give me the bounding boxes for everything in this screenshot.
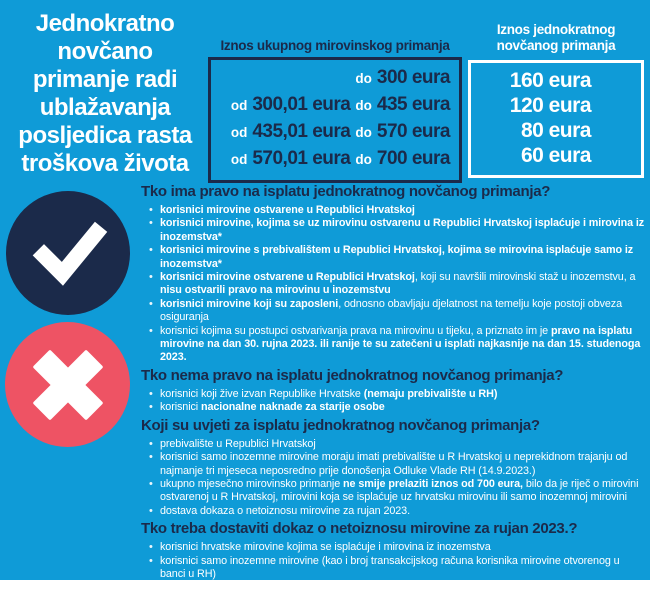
range-prefix: od: [230, 152, 248, 167]
section-heading: Tko nema pravo na isplatu jednokratnog novčanog primanja?: [141, 366, 564, 384]
bullet-item: [141, 505, 646, 518]
header-line: novčanog primanja: [496, 38, 616, 53]
text-segment: ne smije prelaziti iznos od 700 eura,: [343, 477, 523, 490]
range-to: 700 eura: [376, 148, 450, 169]
range-from: 300,01 eura: [252, 94, 351, 115]
bullet-list: [141, 438, 646, 518]
check-icon: [28, 217, 108, 289]
payment-amounts-header: [468, 22, 644, 54]
eligible-badge: [6, 191, 130, 315]
qa-sections: [141, 181, 646, 595]
bullet-item: [141, 325, 646, 365]
title-line: troškova života: [21, 150, 189, 177]
text-segment: korisnici: [160, 401, 201, 414]
bullet-item: [141, 451, 646, 478]
section-who-is-eligible: [141, 184, 646, 365]
text-segment: prebivalište u Republici Hrvatskoj: [160, 437, 316, 450]
range-to: 435 eura: [376, 94, 450, 115]
text-segment: korisnici kojima su postupci ostvarivanja prava na mirovinu u tijeku, a priznato im je: [160, 324, 551, 337]
payment-amount: 120 eura: [509, 94, 591, 117]
pension-ranges-header: Iznos ukupnog mirovinskog primanja: [220, 38, 450, 53]
title-line: Jednokratno: [35, 10, 175, 37]
bullet-list: [141, 204, 646, 365]
text-segment: korisnici samo inozemne mirovine (kao i broj transakcijskog računa korisnika mirovine otvorenog u banci u RH): [160, 554, 620, 580]
text-segment: , koji su navršili mirovinski staž u inozemstvu, a: [414, 271, 636, 284]
text-segment: dostava dokaza o netoiznosu mirovine za rujan 2023.: [160, 504, 410, 517]
range-mid: do: [355, 152, 372, 167]
range-from: 435,01 eura: [252, 121, 351, 142]
text-segment: korisnici mirovine koji su zaposleni: [160, 297, 339, 310]
pension-range-row: [220, 146, 450, 173]
bullet-item: [141, 204, 646, 217]
bullet-item: [141, 438, 646, 451]
pension-range-row: [220, 65, 450, 92]
title-line: ublažavanja: [39, 94, 171, 121]
range-mid: do: [355, 98, 372, 113]
payment-amount: 80 eura: [520, 119, 591, 142]
text-segment: bilo da je riječ o mirovini ostvarenoj u R Hrvatskoj, mirovini koja se isplaćuje uz hrvatsku mirovinu ili samo inozemnoj mirovini: [160, 477, 639, 504]
title-line: posljedica rasta: [18, 122, 192, 149]
bullet-item: [141, 478, 646, 505]
range-mid: do: [355, 71, 372, 86]
title-line: novčano: [57, 38, 153, 65]
bullet-item: [141, 271, 646, 298]
section-proof-required: [141, 521, 646, 595]
bullet-item: [141, 541, 646, 554]
not-eligible-badge: [5, 322, 130, 447]
payment-amount: 160 eura: [509, 69, 591, 92]
range-to: 570 eura: [376, 121, 450, 142]
text-segment: korisnici hrvatske mirovine kojima se isplaćuje i mirovina iz inozemstva: [160, 541, 491, 554]
text-segment: korisnici mirovine ostvarene u Republici Hrvatskoj: [160, 271, 415, 284]
text-segment: , odnosno obavljaju djelatnost na temelju koje postoji obveza osiguranja: [160, 297, 623, 324]
cross-icon: [24, 341, 112, 429]
bullet-item: [141, 298, 646, 325]
pension-ranges-box: [208, 57, 462, 183]
bullet-list: [141, 388, 646, 415]
section-who-is-not-eligible: [141, 368, 646, 415]
text-segment: korisnici samo inozemne mirovine moraju imati prebivalište u R Hrvatskoj u neprekidnom trajanju od najmanje tri mjeseca neposredno prije donošenja Odluke Vlade RH (14.9.2023.): [160, 451, 628, 477]
payment-amounts-column: [468, 22, 644, 178]
text-segment: korisnici mirovine s prebivalištem u Republici Hrvatskoj, kojima se mirovina isplaćuje samo iz inozemstva*: [160, 244, 634, 270]
text-segment: korisnici mirovine ostvarene u Republici Hrvatskoj: [160, 204, 415, 216]
text-segment: nisu ostvarili pravo na mirovinu u inozemstvu: [160, 284, 391, 297]
payment-amount: 60 eura: [520, 144, 591, 167]
range-from: 570,01 eura: [252, 148, 351, 169]
bullet-item: [141, 401, 646, 414]
pension-range-row: [220, 92, 450, 119]
range-prefix: od: [230, 98, 248, 113]
section-conditions: [141, 418, 646, 518]
bullet-item: [141, 244, 646, 271]
section-heading: Tko ima pravo na isplatu jednokratnog novčanog primanja?: [141, 183, 551, 200]
bullet-item: [141, 555, 646, 582]
bullet-item: [141, 217, 646, 244]
title-line: primanje radi: [32, 66, 178, 93]
bullet-item: [141, 388, 646, 401]
section-heading: Tko treba dostaviti dokaz o netoiznosu mirovine za rujan 2023.?: [141, 520, 578, 538]
text-segment: pravo na isplatu mirovine na dan 30. rujna 2023. ili ranije te su zatečeni u isplati najkasnije na dan 15. studenoga 2023.: [160, 324, 641, 364]
text-segment: korisnici koji žive izvan Republike Hrvatske: [160, 387, 364, 400]
payment-amounts-box: [468, 60, 644, 178]
section-heading: Koji su uvjeti za isplatu jednokratnog novčanog primanja?: [141, 416, 540, 434]
text-segment: ukupno mjesečno mirovinsko primanje: [160, 477, 344, 490]
header-line: Iznos jednokratnog: [496, 22, 616, 37]
text-segment: korisnici hrvatske mirovine koji su navršili mirovinski staž u inozemstvu, a nisu ostvarili pravo na: [160, 581, 607, 594]
text-segment: nacionalne naknade za starije osobe: [201, 401, 385, 414]
bullet-item: [141, 581, 646, 594]
pension-ranges-column: [208, 38, 462, 183]
range-mid: do: [355, 125, 372, 140]
pension-range-row: [220, 119, 450, 146]
bullet-list: [141, 541, 646, 595]
range-prefix: od: [230, 125, 248, 140]
range-to: 300 eura: [376, 67, 450, 88]
text-segment: (nemaju prebivalište u RH): [363, 387, 498, 400]
text-segment: korisnici mirovine, kojima se uz mirovinu ostvarenu u Republici Hrvatskoj isplaćuje i mirovina iz inozemstva*: [160, 217, 645, 243]
page-title: [4, 10, 206, 178]
